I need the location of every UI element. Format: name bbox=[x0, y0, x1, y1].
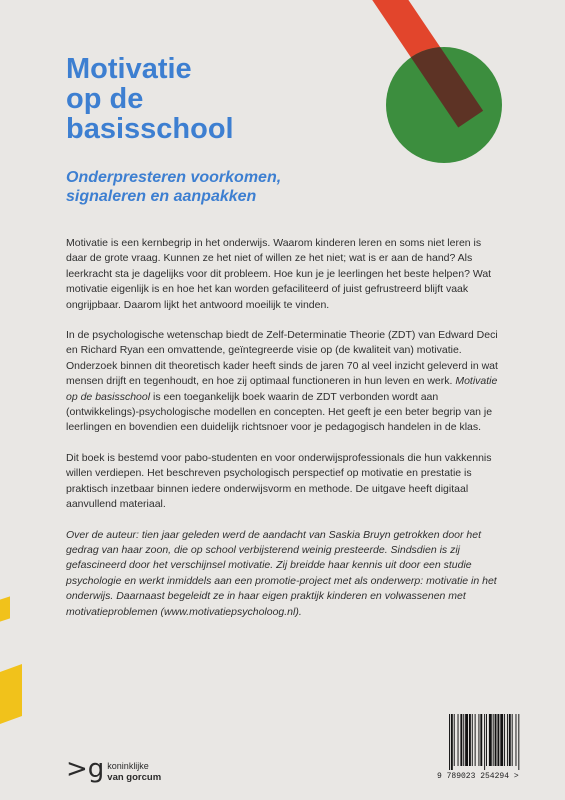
publisher-mark-icon: >g bbox=[66, 754, 105, 784]
blurb-text bbox=[66, 236, 498, 635]
title-line: Motivatie bbox=[66, 53, 192, 85]
blurb-text-run: is een toegankelijk boek waarin de ZDT verbonden wordt aan (ontwikkelings)-psychologische modellen en concepten. Het geeft je een beter begrip van je leerlingen en bovendien een duidelijk richtsnoer voor je pedagogisch handelen in de klas. bbox=[66, 390, 493, 434]
subtitle-line: signaleren en aanpakken bbox=[66, 188, 257, 205]
title-line: op de bbox=[66, 83, 144, 115]
book-subtitle bbox=[66, 168, 386, 206]
blurb-paragraph: Motivatie is een kernbegrip in het onderwijs. Waarom kinderen leren en soms niet leren is daar de grote vraag. Kunnen ze het niet of willen ze het niet; wat is er aan de hand? Als leerkracht sta je dagelijks voor dit probleem. Hoe kun je je leerlingen het beste helpen? Wat motivatie eigenlijk is en hoe het kan worden gefaciliteerd of juist gefrustreerd blijft vaak ongrijpbaar. Daarom lijkt het antwoord moeilijk te vinden. bbox=[66, 237, 492, 311]
book-title bbox=[66, 54, 366, 144]
blurb-text-run: In de psychologische wetenschap biedt de Zelf-Determinatie Theorie (ZDT) van Edward Deci en Richard Ryan een omvattende, geïntegreerde visie op (de kwaliteit van) motivatie. Onderzoek binnen dit theoretisch kader heeft sinds de jaren 70 al veel inzicht geleverd in wat mensen drijft en tegenhoudt, en hoe zij optimaal functioneren in hun leven en werk. bbox=[66, 329, 498, 388]
yellow-shape-small bbox=[0, 596, 10, 621]
isbn-number: 9 789023 254294 > bbox=[437, 772, 519, 781]
publisher-name bbox=[107, 756, 161, 783]
publisher-logo bbox=[66, 756, 161, 783]
subtitle-line: Onderpresteren voorkomen, bbox=[66, 169, 282, 186]
title-line: basisschool bbox=[66, 113, 234, 145]
blurb-paragraph bbox=[66, 328, 498, 436]
author-bio: Over de auteur: tien jaar geleden werd de aandacht van Saskia Bruyn getrokken door het gedrag van haar zoon, die op school verbijsterend weinig presteerde. Sindsdien is zij gefascineerd door het verschijnsel motivatie. Zij breidde haar kennis uit door een studie psychologie en werkt inmiddels aan een promotie-project met als onderwerp: motivatie in het onderwijs. Daarnaast begeleidt ze in haar eigen praktijk kinderen en volwassenen met motivatieproblemen (www.motivatiepsycholoog.nl). bbox=[66, 528, 497, 618]
publisher-name-line: van gorcum bbox=[107, 772, 162, 783]
book-title-reference: Motivatie op de basisschool bbox=[66, 375, 498, 403]
isbn-barcode bbox=[437, 714, 553, 784]
circle-bar-overlap bbox=[386, 47, 502, 163]
blurb-paragraph: Dit boek is bestemd voor pabo-studenten en voor onderwijsprofessionals die hun vakkennis willen verdiepen. Het beschreven psychologisch perspectief op motivatie en prestatie is praktisch inzetbaar binnen iedere onderwijsvorm en methode. De uitgave heeft digitaal aanvullend materiaal. bbox=[66, 451, 492, 511]
yellow-shape-large bbox=[0, 664, 22, 724]
publisher-name-line: koninklijke bbox=[107, 761, 149, 771]
barcode-icon bbox=[447, 714, 547, 772]
